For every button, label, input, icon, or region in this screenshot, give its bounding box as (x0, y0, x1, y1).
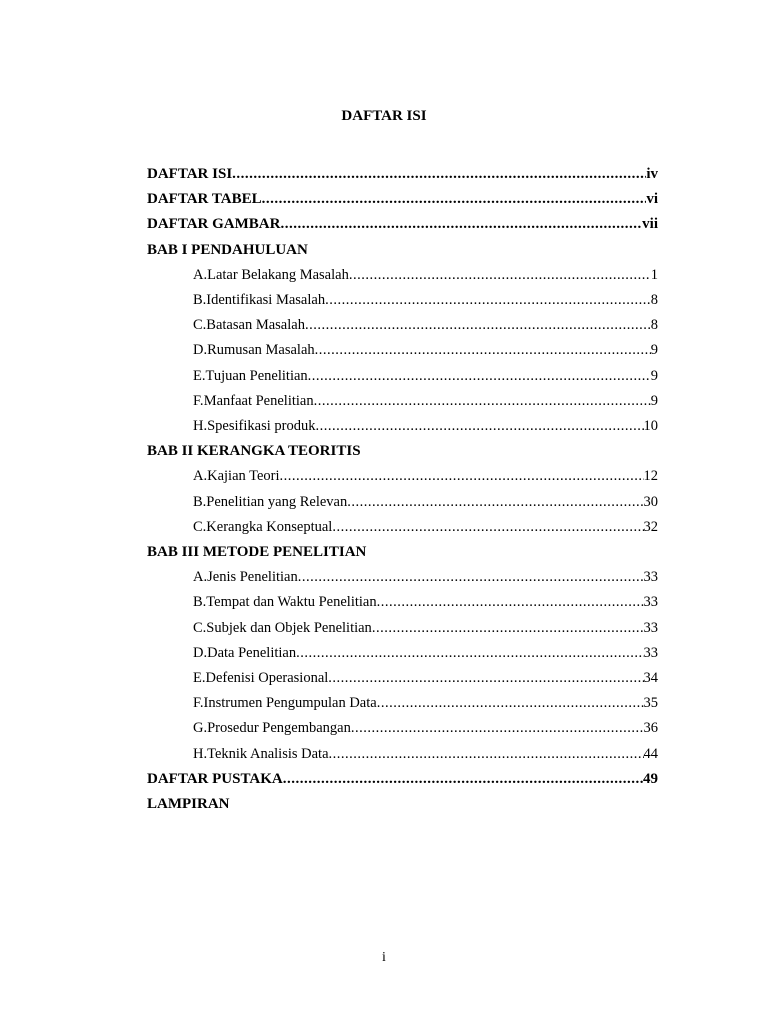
toc-entry-page: 33 (643, 569, 658, 586)
toc-entry-page: 36 (643, 720, 658, 737)
toc-subentry (193, 468, 658, 488)
toc-leader-dots (298, 569, 644, 586)
toc-entry-letter: E. (193, 367, 206, 384)
toc-leader-dots (351, 720, 644, 737)
toc-entry-letter: D. (193, 644, 208, 661)
toc-entry-label: Kajian Teori (207, 468, 280, 485)
toc-entry-label: DAFTAR GAMBAR (147, 216, 281, 233)
toc-entry-page: 9 (650, 367, 658, 384)
toc-entry-label: Batasan Masalah (206, 317, 305, 334)
toc-entry-label: Penelitian yang Relevan (206, 493, 348, 510)
toc-entry-label: DAFTAR TABEL (147, 191, 262, 208)
toc-entry-page: 44 (643, 745, 658, 762)
toc-entry-label: Prosedur Pengembangan (207, 720, 351, 737)
toc-entry-label: Kerangka Konseptual (206, 518, 333, 535)
toc-leader-dots (332, 519, 643, 536)
toc-heading-entry (147, 771, 658, 791)
toc-entry-page: 12 (643, 468, 658, 485)
toc-subentry (193, 342, 658, 362)
toc-entry-label: Jenis Penelitian (207, 569, 298, 586)
toc-entry-label: Instrumen Pengumpulan Data (203, 695, 377, 712)
page-number: i (382, 950, 386, 965)
toc-leader-dots (347, 494, 643, 511)
toc-entry-label: Tempat dan Waktu Penelitian (206, 594, 377, 611)
toc-entry-page: 8 (650, 317, 658, 334)
toc-entry-page: 49 (643, 770, 658, 787)
toc-entry-page: 9 (650, 392, 658, 409)
toc-subentry (193, 594, 658, 614)
toc-heading-entry (147, 216, 658, 236)
toc-subentry (193, 645, 658, 665)
toc-entry-letter: D. (193, 342, 208, 359)
toc-subentry (193, 292, 658, 312)
toc-entry-label: DAFTAR ISI (147, 166, 233, 182)
toc-subentry (193, 393, 658, 413)
toc-entry-letter: E. (193, 670, 206, 686)
toc-leader-dots (315, 418, 643, 435)
toc-entry-letter: C. (193, 518, 207, 535)
toc-heading-entry (147, 544, 658, 564)
toc-entry-label: LAMPIRAN (147, 796, 230, 812)
toc-entry-label: BAB III METODE PENELITIAN (147, 544, 367, 560)
toc-leader-dots (305, 317, 651, 334)
toc-entry-letter: A. (193, 569, 208, 586)
toc-entry-letter: G. (193, 720, 208, 737)
toc-leader-dots (325, 292, 651, 309)
toc-entry-page: 9 (650, 342, 658, 359)
toc-entry-letter: C. (193, 619, 207, 636)
toc-entry-letter: B. (193, 292, 207, 308)
toc-leader-dots (296, 645, 643, 662)
toc-entry-label: Spesifikasi produk (207, 418, 316, 434)
toc-entry-page: vi (646, 191, 658, 208)
toc-entry-label: BAB I PENDAHULUAN (147, 241, 308, 258)
toc-subentry (193, 494, 658, 514)
toc-entry-label: Latar Belakang Masalah (207, 266, 349, 283)
toc-entry-page: 33 (643, 619, 658, 636)
toc-leader-dots (283, 771, 643, 788)
toc-entry-label: Subjek dan Objek Penelitian (206, 619, 372, 636)
toc-entry-page: 35 (643, 695, 658, 712)
toc-leader-dots (314, 393, 651, 410)
page-title: DAFTAR ISI (341, 108, 427, 124)
toc-entry-page: 34 (643, 670, 658, 686)
toc-entry-page: 10 (643, 418, 658, 434)
toc-entry-label: Identifikasi Masalah (206, 292, 326, 308)
toc-heading-entry (147, 242, 658, 262)
toc-entry-page: iv (646, 166, 658, 182)
toc-entry-page: 32 (643, 518, 658, 535)
toc-entry-letter: C. (193, 317, 207, 334)
toc-leader-dots (377, 594, 644, 611)
toc-subentry (193, 519, 658, 539)
toc-leader-dots (377, 695, 644, 712)
toc-subentry (193, 695, 658, 715)
toc-entry-letter: F. (193, 392, 204, 409)
toc-leader-dots (280, 468, 644, 485)
toc-subentry (193, 620, 658, 640)
toc-entry-label: Data Penelitian (207, 644, 297, 661)
toc-entry-letter: B. (193, 594, 207, 611)
toc-leader-dots (372, 620, 644, 637)
toc-entry-letter: H. (193, 418, 208, 434)
toc-entry-page: 8 (650, 292, 658, 308)
toc-entry-letter: F. (193, 695, 204, 712)
toc-subentry (193, 368, 658, 388)
toc-subentry (193, 569, 658, 589)
toc-entry-letter: B. (193, 493, 207, 510)
toc-entry-page: 33 (643, 644, 658, 661)
toc-leader-dots (308, 368, 651, 385)
toc-heading-entry (147, 443, 658, 463)
toc-subentry (193, 317, 658, 337)
toc-subentry (193, 746, 658, 766)
toc-entry-page: 1 (650, 266, 658, 283)
toc-entry-label: BAB II KERANGKA TEORITIS (147, 443, 361, 460)
toc-leader-dots (280, 216, 642, 233)
toc-entry-label: Defenisi Operasional (205, 670, 329, 686)
toc-leader-dots (315, 342, 651, 359)
toc-heading-entry (147, 191, 658, 211)
toc-entry-label: Manfaat Penelitian (203, 392, 314, 409)
toc-entry-letter: A. (193, 266, 208, 283)
toc-subentry (193, 720, 658, 740)
toc-heading-entry (147, 166, 658, 186)
toc-leader-dots (349, 267, 651, 284)
toc-leader-dots (262, 191, 647, 208)
toc-entry-page: vii (642, 216, 658, 233)
toc-subentry (193, 418, 658, 438)
toc-entry-label: DAFTAR PUSTAKA (147, 770, 283, 787)
toc-leader-dots (328, 670, 643, 687)
toc-subentry (193, 670, 658, 690)
toc-entry-page: 30 (643, 493, 658, 510)
toc-entry-letter: H. (193, 745, 208, 762)
toc-entry-label: Tujuan Penelitian (205, 367, 308, 384)
toc-entry-label: Rumusan Masalah (207, 342, 315, 359)
toc-leader-dots (232, 166, 646, 183)
toc-heading-entry (147, 796, 658, 816)
toc-entry-label: Teknik Analisis Data (207, 745, 329, 762)
toc-entry-page: 33 (643, 594, 658, 611)
toc-subentry (193, 267, 658, 287)
toc-entry-letter: A. (193, 468, 208, 485)
toc-leader-dots (329, 746, 644, 763)
